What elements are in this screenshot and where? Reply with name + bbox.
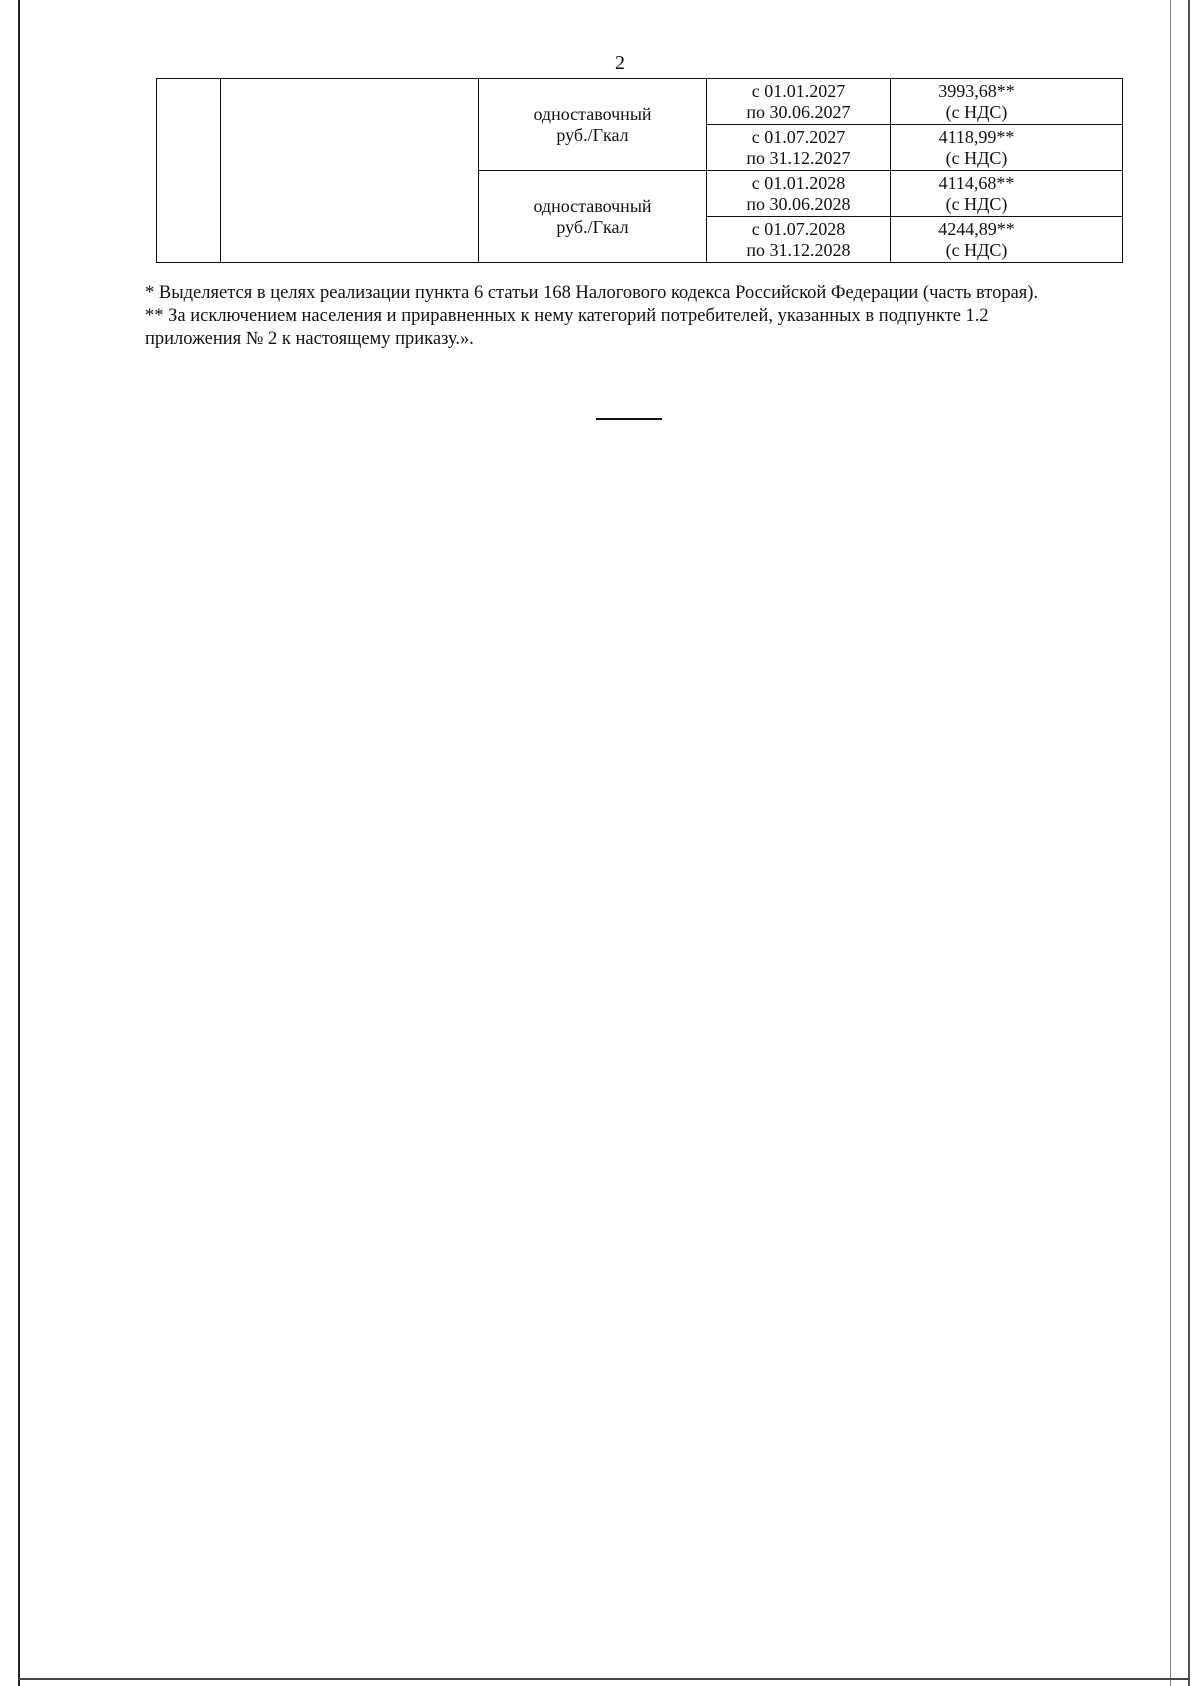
period-to: по 30.06.2027 — [746, 101, 851, 122]
page-frame-right — [1188, 0, 1190, 1686]
page-frame-right-inner — [1170, 0, 1171, 1686]
tariff-value-cell — [891, 171, 1123, 217]
tariff-value: 4114,68** — [938, 172, 1015, 193]
period-cell — [707, 125, 891, 171]
vat-note: (с НДС) — [945, 193, 1008, 214]
end-rule — [596, 418, 662, 420]
page-number: 2 — [615, 52, 625, 74]
tariff-type-label: одноставочный — [533, 195, 652, 216]
tariff-table — [156, 78, 1123, 263]
table-row — [157, 79, 1123, 125]
tariff-unit-label: руб./Гкал — [556, 216, 629, 237]
tariff-value-cell — [891, 125, 1123, 171]
vat-note: (с НДС) — [945, 101, 1008, 122]
period-to: по 30.06.2028 — [746, 193, 851, 214]
vat-note: (с НДС) — [945, 239, 1008, 260]
period-from: с 01.07.2028 — [751, 218, 846, 239]
tariff-type-label: одноставочный — [533, 103, 652, 124]
period-cell — [707, 217, 891, 263]
tariff-type-cell — [479, 171, 707, 263]
tariff-unit-label: руб./Гкал — [556, 124, 629, 145]
tariff-value-cell — [891, 217, 1123, 263]
tariff-value-cell — [891, 79, 1123, 125]
period-to: по 31.12.2028 — [746, 239, 851, 260]
vat-note: (с НДС) — [945, 147, 1008, 168]
tariff-type-cell — [479, 79, 707, 171]
period-cell — [707, 171, 891, 217]
page-frame-bottom — [18, 1678, 1190, 1680]
tariff-value: 3993,68** — [938, 80, 1015, 101]
organization-name-cell — [221, 79, 479, 263]
period-from: с 01.01.2028 — [751, 172, 846, 193]
footnote-exclusion: ** За исключением населения и приравненных к нему категорий потребителей, указанных в подпункте 1.2 приложения № 2 к настоящему приказу.». — [145, 306, 989, 349]
period-from: с 01.07.2027 — [751, 126, 846, 147]
page-frame-left — [18, 0, 20, 1686]
footnote-vat: * Выделяется в целях реализации пункта 6 статьи 168 Налогового кодекса Российской Федерации (часть вторая). — [145, 283, 1039, 303]
period-to: по 31.12.2027 — [746, 147, 851, 168]
footnotes — [145, 282, 1085, 351]
period-from: с 01.01.2027 — [751, 80, 846, 101]
tariff-value: 4244,89** — [938, 218, 1015, 239]
period-cell — [707, 79, 891, 125]
tariff-value: 4118,99** — [938, 126, 1015, 147]
row-number-cell — [157, 79, 221, 263]
